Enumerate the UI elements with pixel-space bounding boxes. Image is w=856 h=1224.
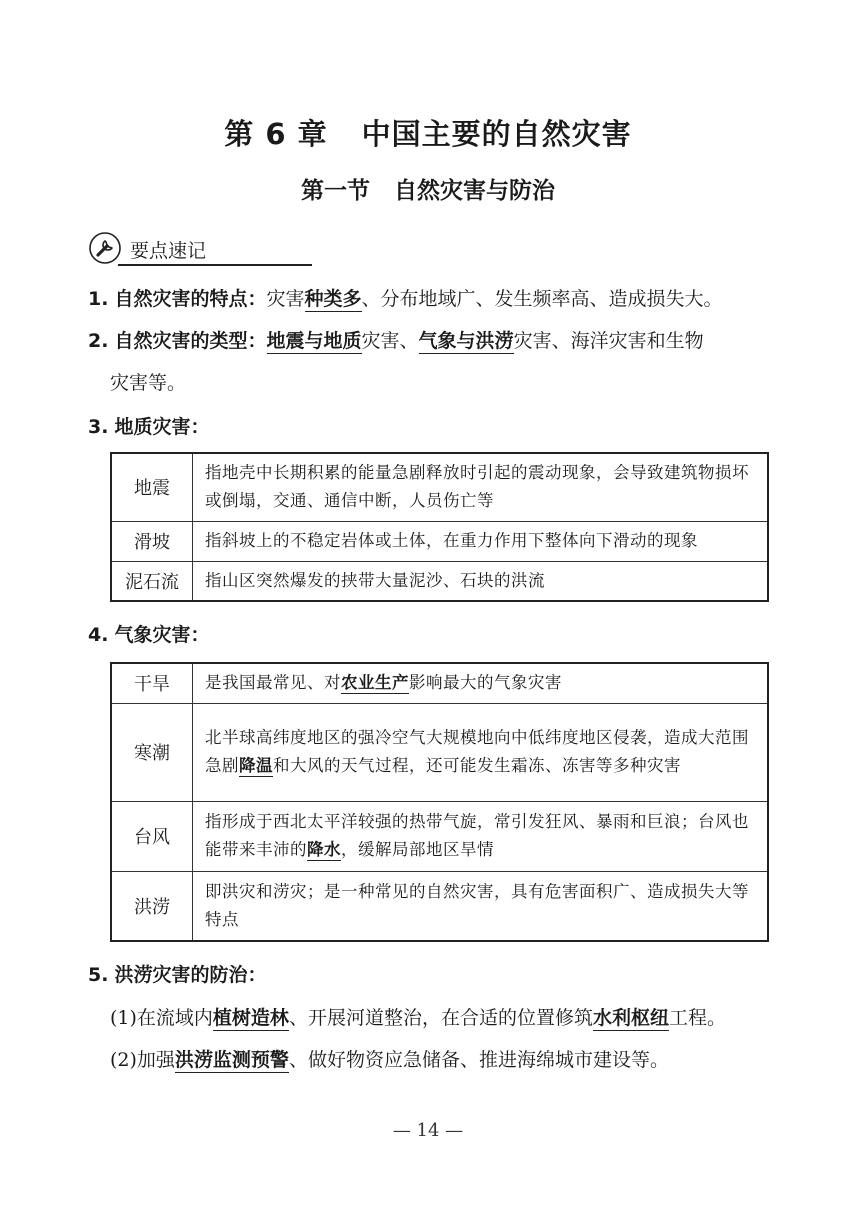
section-title — [0, 172, 856, 205]
item-5-sub-1 — [110, 1003, 726, 1030]
keyword: 地震与地质 — [266, 330, 362, 352]
item-number: 4. — [88, 624, 109, 646]
item-5 — [88, 960, 267, 987]
disaster-description: 指地壳中长期积累的能量急剧释放时引起的震动现象，会导致建筑物损坏或倒塌，交通、通信中断，人员伤亡等 — [193, 453, 769, 521]
sub-item-text: (2)加强 — [110, 1049, 175, 1071]
disaster-description: 即洪灾和涝灾；是一种常见的自然灾害，具有危害面积广、造成损失大等特点 — [193, 871, 769, 941]
item-heading: 洪涝灾害的防治： — [114, 964, 267, 986]
keyword: 降水 — [307, 840, 341, 859]
item-heading: 气象灾害： — [114, 624, 210, 646]
item-text: 灾害 — [266, 288, 305, 310]
disaster-description: 指山区突然爆发的挟带大量泥沙、石块的洪流 — [193, 561, 769, 601]
item-text: 灾害等。 — [110, 372, 187, 394]
item-number: 3. — [88, 416, 109, 438]
keypoints-underline — [118, 264, 312, 266]
page-number: — 14 — — [392, 1120, 464, 1141]
description-text: 影响最大的气象灾害 — [409, 673, 562, 693]
meteorological-disaster-table — [110, 662, 769, 942]
table-row — [111, 663, 768, 703]
description-text: 和大风的天气过程，还可能发生霜冻、冻害等多种灾害 — [273, 756, 681, 775]
sub-item-text: (1)在流域内 — [110, 1007, 213, 1029]
item-2 — [88, 326, 704, 353]
disaster-name: 滑坡 — [111, 521, 193, 561]
item-4 — [88, 620, 210, 647]
sub-item-text: 、开展河道整治，在合适的位置修筑 — [288, 1007, 593, 1029]
geological-disaster-table — [110, 452, 769, 602]
disaster-name: 泥石流 — [111, 561, 193, 601]
item-heading: 地质灾害： — [114, 416, 210, 438]
wrench-icon — [88, 231, 122, 265]
item-text: 灾害、 — [361, 330, 419, 352]
table-row — [111, 801, 768, 871]
section-number: 第一节 — [301, 177, 370, 204]
disaster-description — [193, 703, 769, 801]
item-2-continuation — [110, 368, 186, 395]
disaster-description — [193, 801, 769, 871]
item-heading: 自然灾害的特点： — [114, 288, 267, 310]
description-text: 是我国最常见、对 — [205, 673, 341, 693]
disaster-description — [193, 663, 769, 703]
section-name: 自然灾害与防治 — [394, 177, 555, 204]
chapter-name: 中国主要的自然灾害 — [361, 117, 632, 151]
disaster-name: 寒潮 — [111, 703, 193, 801]
disaster-name: 地震 — [111, 453, 193, 521]
item-1 — [88, 284, 723, 311]
disaster-name: 台风 — [111, 801, 193, 871]
table-row — [111, 703, 768, 801]
chapter-number: 第 6 章 — [224, 117, 328, 151]
keyword: 种类多 — [304, 288, 362, 310]
disaster-description: 指斜坡上的不稳定岩体或土体，在重力作用下整体向下滑动的现象 — [193, 521, 769, 561]
table-row — [111, 561, 768, 601]
description-text: ，缓解局部地区旱情 — [341, 840, 494, 859]
keyword: 洪涝监测预警 — [174, 1049, 289, 1071]
item-number: 2. — [88, 330, 109, 352]
keyword: 气象与洪涝 — [418, 330, 514, 352]
table-row — [111, 453, 768, 521]
item-text: 灾害、海洋灾害和生物 — [513, 330, 704, 352]
chapter-title — [0, 112, 856, 153]
sub-item-text: 、做好物资应急储备、推进海绵城市建设等。 — [288, 1049, 669, 1071]
table-row — [111, 521, 768, 561]
disaster-name: 洪涝 — [111, 871, 193, 941]
item-number: 1. — [88, 288, 109, 310]
item-5-sub-2 — [110, 1045, 669, 1072]
keyword: 水利枢纽 — [592, 1007, 669, 1029]
item-number: 5. — [88, 964, 109, 986]
table-row — [111, 871, 768, 941]
item-text: 、分布地域广、发生频率高、造成损失大。 — [361, 288, 723, 310]
keypoints-header — [88, 228, 206, 268]
description-text: 北半球高纬度地区的强冷空气大规模地向中低纬度地区侵袭，造成大范围急剧 — [205, 728, 749, 775]
keyword: 降温 — [239, 756, 273, 775]
sub-item-text: 工程。 — [668, 1007, 726, 1029]
item-3 — [88, 412, 210, 439]
keypoints-label: 要点速记 — [130, 239, 207, 262]
keyword: 植树造林 — [212, 1007, 289, 1029]
keyword: 农业生产 — [341, 673, 409, 693]
disaster-name: 干旱 — [111, 663, 193, 703]
description-text: 指形成于西北太平洋较强的热带气旋，常引发狂风、暴雨和巨浪；台风也能带来丰沛的 — [205, 812, 749, 859]
item-heading: 自然灾害的类型： — [114, 330, 267, 352]
